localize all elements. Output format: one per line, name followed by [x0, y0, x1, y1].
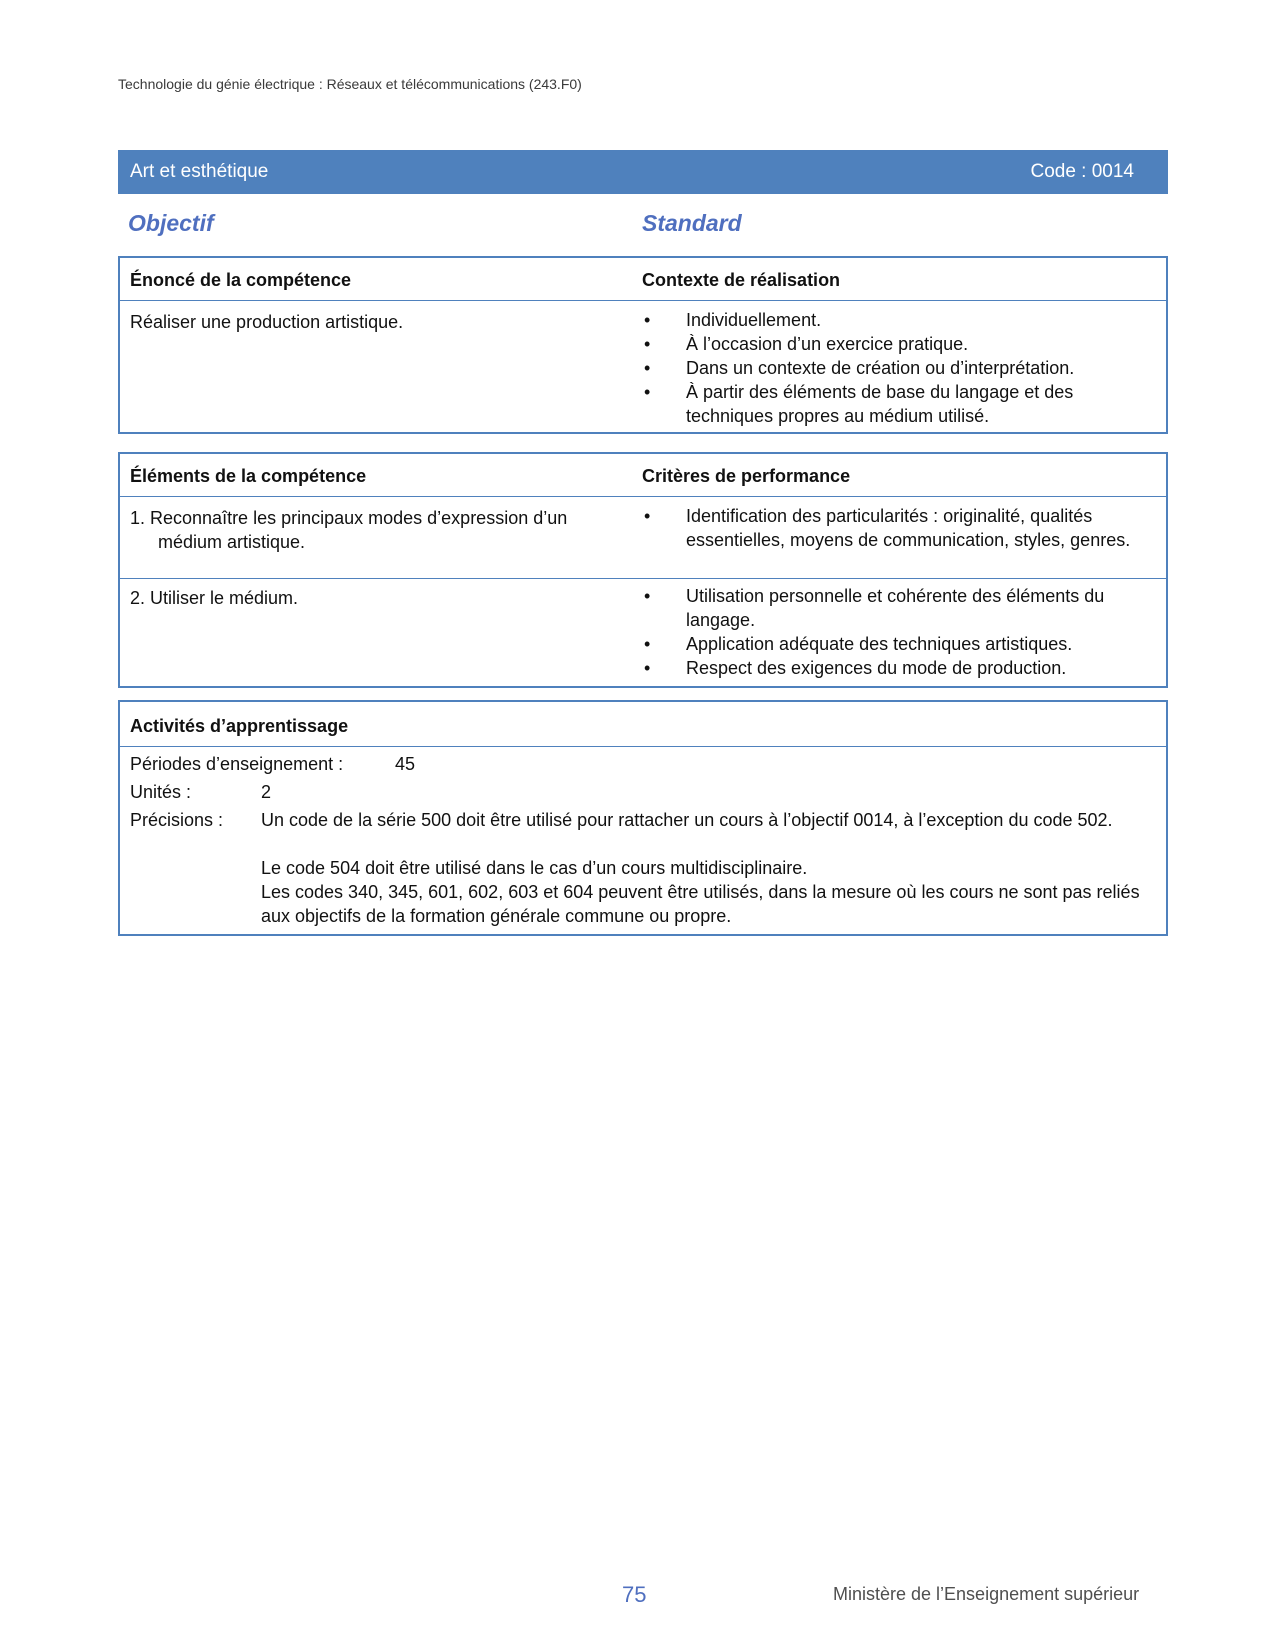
list-item: • Utilisation personnelle et cohérente des éléments du langage.	[644, 586, 1105, 630]
precision-3: Les codes 340, 345, 601, 602, 603 et 604 peuvent être utilisés, dans la mesure où les cours ne sont pas reliés aux objectifs de la formation générale commune ou propre.	[261, 882, 1140, 926]
unites-value: 2	[261, 782, 272, 802]
ministry-footer: Ministère de l’Enseignement supérieur	[833, 1584, 1140, 1604]
criteres-list-1	[642, 504, 1154, 552]
list-item: • Application adéquate des techniques artistiques.	[644, 634, 1073, 654]
bullet: •	[644, 382, 651, 402]
precision-1: Un code de la série 500 doit être utilisé pour rattacher un cours à l’objectif 0014, à l’exception du code 502.	[261, 810, 1113, 830]
title-band	[118, 150, 1168, 194]
element-2: 2. Utiliser le médium.	[130, 588, 299, 608]
periodes-label: Périodes d’enseignement :	[130, 754, 344, 774]
list-item: • À partir des éléments de base du langage et des techniques propres au médium utilisé.	[644, 382, 1074, 426]
list-item: • À l’occasion d’un exercice pratique.	[644, 334, 969, 354]
contexte-header: Contexte de réalisation	[642, 270, 841, 290]
standard-heading: Standard	[642, 210, 742, 236]
bullet: •	[644, 658, 651, 678]
bullet: •	[644, 634, 651, 654]
competence-box	[118, 256, 1168, 434]
course-code: Code : 0014	[1030, 161, 1134, 182]
periodes-value: 45	[395, 754, 416, 774]
precisions-label: Précisions :	[130, 810, 224, 830]
bullet: •	[644, 310, 651, 330]
enonce-header: Énoncé de la compétence	[130, 270, 352, 290]
list-item: • Individuellement.	[644, 310, 822, 330]
unites-label: Unités :	[130, 782, 192, 802]
list-item: • Identification des particularités : originalité, qualités essentielles, moyens de communication, styles, genres.	[644, 506, 1131, 550]
list-item: • Respect des exigences du mode de production.	[644, 658, 1067, 678]
criteres-list-2	[642, 584, 1154, 680]
list-item: • Dans un contexte de création ou d’interprétation.	[644, 358, 1075, 378]
bullet: •	[644, 506, 651, 526]
criteres-header: Critères de performance	[642, 466, 851, 486]
header-divider	[120, 746, 1166, 747]
header-divider	[120, 496, 1166, 497]
element-1: 1. Reconnaître les principaux modes d’expression d’un médium artistique.	[130, 508, 568, 552]
activites-box	[118, 700, 1168, 936]
running-header: Technologie du génie électrique : Réseaux et télécommunications (243.F0)	[118, 76, 582, 92]
activites-header: Activités d’apprentissage	[130, 716, 349, 736]
contexte-list	[642, 308, 1154, 428]
header-divider	[120, 300, 1166, 301]
bullet: •	[644, 334, 651, 354]
bullet: •	[644, 358, 651, 378]
bullet: •	[644, 586, 651, 606]
row-divider	[120, 578, 1166, 579]
enonce-text: Réaliser une production artistique.	[130, 312, 404, 332]
objectif-heading: Objectif	[128, 210, 214, 236]
elements-header: Éléments de la compétence	[130, 466, 367, 486]
page-number: 75	[622, 1582, 647, 1607]
course-title: Art et esthétique	[130, 161, 269, 182]
precision-2: Le code 504 doit être utilisé dans le cas d’un cours multidisciplinaire.	[261, 858, 808, 878]
elements-box	[118, 452, 1168, 688]
